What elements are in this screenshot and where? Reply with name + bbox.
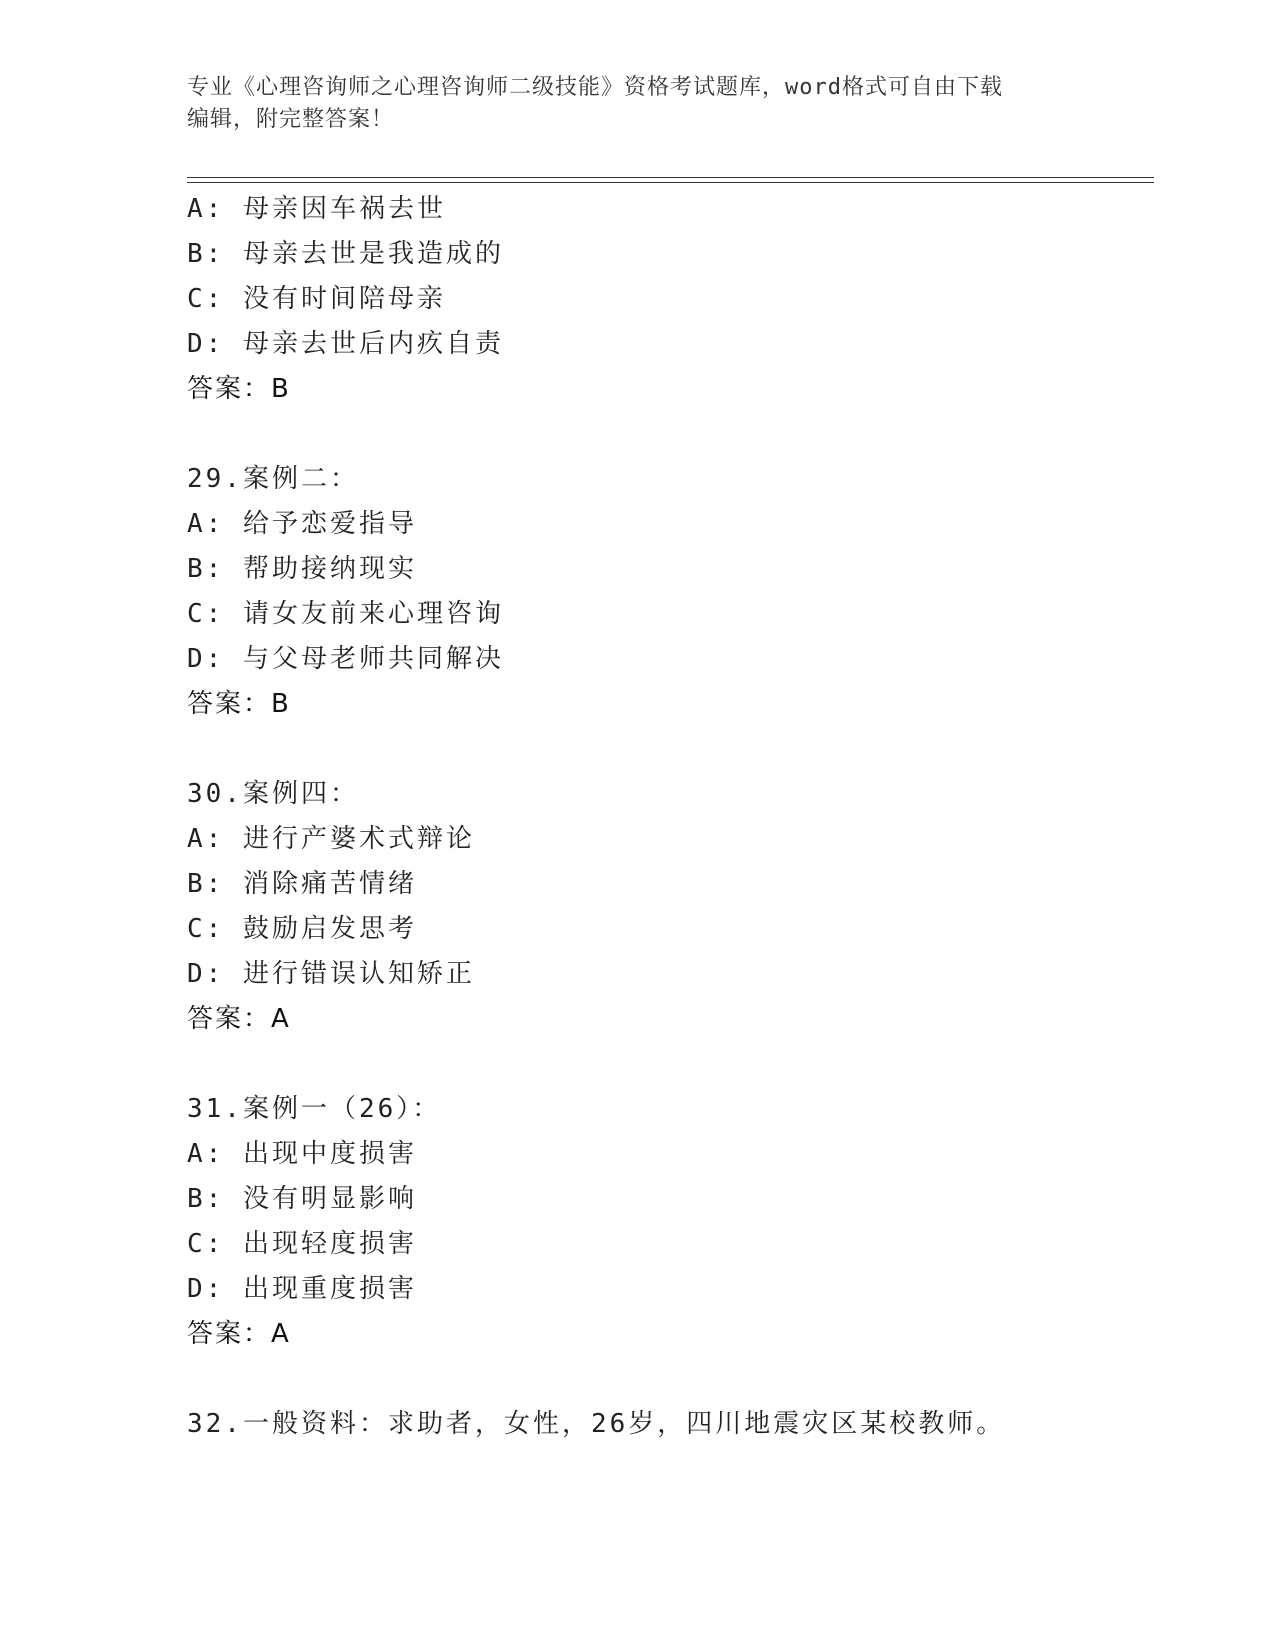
q30-option-d: D: 进行错误认知矫正 xyxy=(187,959,475,989)
q30-title: 30.案例四： xyxy=(187,779,359,809)
document-header xyxy=(187,72,1087,136)
q30-option-b: B: 消除痛苦情绪 xyxy=(187,869,417,899)
header-line-1: 专业《心理咨询师之心理咨询师二级技能》资格考试题库，word格式可自由下载 xyxy=(187,75,1003,100)
q29-title: 29.案例二： xyxy=(187,464,359,494)
q28-option-a: A: 母亲因车祸去世 xyxy=(187,194,446,224)
header-line-2: 编辑，附完整答案！ xyxy=(187,107,395,132)
q29-option-a: A: 给予恋爱指导 xyxy=(187,509,417,539)
q32-title: 32.一般资料：求助者，女性，26岁，四川地震灾区某校教师。 xyxy=(187,1409,1006,1439)
q31-option-b: B: 没有明显影响 xyxy=(187,1184,417,1214)
q30-option-a: A: 进行产婆术式辩论 xyxy=(187,824,475,854)
q28-option-c: C: 没有时间陪母亲 xyxy=(187,284,446,314)
q29-option-b: B: 帮助接纳现实 xyxy=(187,554,417,584)
q28-answer: 答案：B xyxy=(187,374,291,404)
q31-option-a: A: 出现中度损害 xyxy=(187,1139,417,1169)
q28-option-d: D: 母亲去世后内疚自责 xyxy=(187,329,504,359)
q31-answer: 答案：A xyxy=(187,1319,291,1349)
q30-option-c: C: 鼓励启发思考 xyxy=(187,914,417,944)
q31-option-d: D: 出现重度损害 xyxy=(187,1274,417,1304)
q31-option-c: C: 出现轻度损害 xyxy=(187,1229,417,1259)
header-divider-top xyxy=(187,177,1154,178)
q29-answer: 答案：B xyxy=(187,689,291,719)
q29-option-c: C: 请女友前来心理咨询 xyxy=(187,599,504,629)
header-divider-bottom xyxy=(187,182,1154,183)
q28-option-b: B: 母亲去世是我造成的 xyxy=(187,239,504,269)
q30-answer: 答案：A xyxy=(187,1004,291,1034)
q29-option-d: D: 与父母老师共同解决 xyxy=(187,644,504,674)
q31-title: 31.案例一（26）： xyxy=(187,1094,442,1124)
